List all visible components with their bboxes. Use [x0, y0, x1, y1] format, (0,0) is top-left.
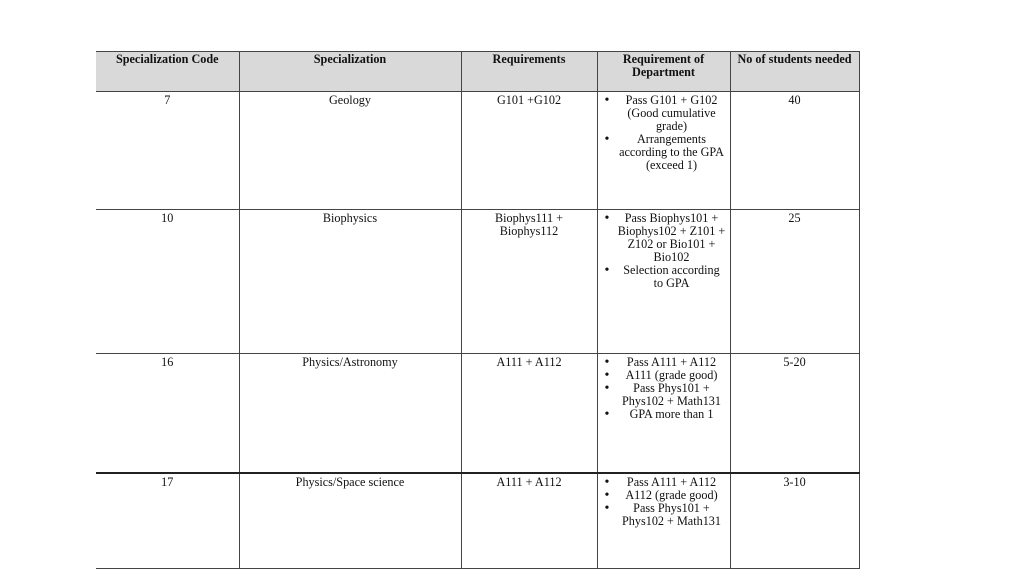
list-item: • Pass Phys101 + Phys102 + Math131: [602, 502, 726, 528]
cell-code: 16: [96, 354, 239, 474]
list-item: • A111 (grade good): [602, 369, 726, 382]
list-item: • Pass A111 + A112: [602, 356, 726, 369]
cell-requirements: A111 + A112: [461, 473, 597, 569]
cell-requirements: A111 + A112: [461, 354, 597, 474]
list-item: • GPA more than 1: [602, 408, 726, 421]
cell-students: 40: [730, 92, 859, 210]
cell-department: [597, 473, 730, 569]
table-header: [96, 52, 859, 92]
header-specialization: Specialization: [239, 52, 461, 92]
department-requirements-list: [602, 476, 726, 528]
cell-requirements: Biophys111 + Biophys112: [461, 210, 597, 354]
header-requirements: Requirements: [461, 52, 597, 92]
cell-specialization: Biophysics: [239, 210, 461, 354]
header-code: Specialization Code: [96, 52, 239, 92]
table-row: [96, 210, 859, 354]
table-row: [96, 92, 859, 210]
list-item: • Pass Biophys101 + Biophys102 + Z101 + Z102 or Bio101 + Bio102: [602, 212, 726, 264]
header-students: No of students needed: [730, 52, 859, 92]
department-requirements-list: [602, 212, 726, 290]
cell-specialization: Physics/Space science: [239, 473, 461, 569]
list-item: • Pass G101 + G102 (Good cumulative grade): [602, 94, 726, 133]
cell-department: [597, 210, 730, 354]
cell-students: 3-10: [730, 473, 859, 569]
cell-students: 5-20: [730, 354, 859, 474]
cell-department: [597, 92, 730, 210]
list-item: • Pass A111 + A112: [602, 476, 726, 489]
cell-requirements: G101 +G102: [461, 92, 597, 210]
list-item: • Selection according to GPA: [602, 264, 726, 290]
table-row: [96, 354, 859, 474]
header-department: Requirement of Department: [597, 52, 730, 92]
list-item: • Arrangements according to the GPA (exceed 1): [602, 133, 726, 172]
cell-department: [597, 354, 730, 474]
cell-code: 7: [96, 92, 239, 210]
department-requirements-list: [602, 356, 726, 421]
department-requirements-list: [602, 94, 726, 172]
list-item: • A112 (grade good): [602, 489, 726, 502]
cell-code: 10: [96, 210, 239, 354]
cell-students: 25: [730, 210, 859, 354]
cell-code: 17: [96, 473, 239, 569]
cell-specialization: Geology: [239, 92, 461, 210]
list-item: • Pass Phys101 + Phys102 + Math131: [602, 382, 726, 408]
table-row: [96, 473, 859, 569]
specialization-table: [96, 51, 860, 569]
cell-specialization: Physics/Astronomy: [239, 354, 461, 474]
